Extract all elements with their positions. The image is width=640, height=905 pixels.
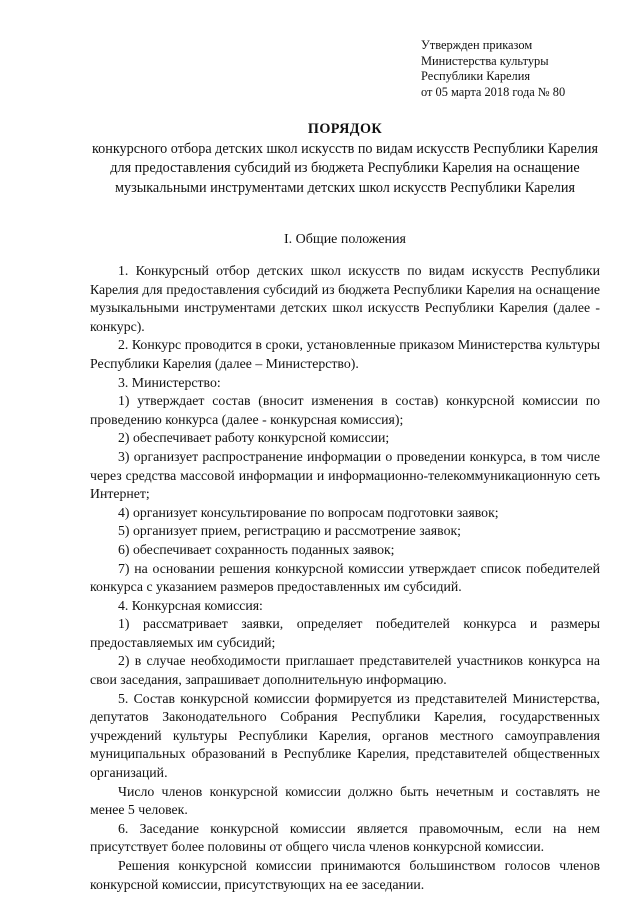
approval-stamp (421, 38, 621, 100)
paragraph: 1. Конкурсный отбор детских школ искусств по видам искусств Республики Карелия для предоставления субсидий из бюджета Республики Карелия на оснащение музыкальными инструментами детских школ искусств Республики Карелия (далее - конкурс). (90, 263, 600, 334)
document-subtitle: конкурсного отбора детских школ искусств по видам искусств Республики Карелия для предоставления субсидий из бюджета Республики Карелия на оснащение музыкальными инструментами детских школ искусств Республики Карелия (91, 140, 598, 196)
paragraph: Число членов конкурсной комиссии должно быть нечетным и составлять не менее 5 человек. (90, 783, 600, 818)
paragraph: 1) рассматривает заявки, определяет победителей конкурса и размеры предоставляемых им субсидий; (90, 616, 600, 650)
paragraph: 1) утверждает состав (вносит изменения в состав) конкурсной комиссии по проведению конкурса (далее - конкурсная комиссия); (90, 393, 600, 427)
document-title-block (90, 120, 600, 198)
document-body (90, 262, 600, 894)
document-heading: ПОРЯДОК (307, 121, 383, 137)
paragraph: 2) в случае необходимости приглашает представителей участников конкурса на свои заседания, запрашивает дополнительную информацию. (90, 653, 600, 688)
approval-line: Республики Карелия (421, 69, 531, 83)
paragraph: 6. Заседание конкурсной комиссии является правомочным, если на нем присутствует более половины от общего числа членов конкурсной комиссии. (90, 820, 600, 855)
approval-line: Министерства культуры (421, 53, 549, 68)
paragraph: 3) организует распространение информации о проведении конкурса, в том числе через средства массовой информации и информационно-телекоммуникационную сеть Интернет; (90, 448, 600, 502)
paragraph: 2. Конкурс проводится в сроки, установленные приказом Министерства культуры Республики Карелия (далее – Министерство). (90, 337, 600, 371)
section-title: I. Общие положения (284, 232, 406, 247)
paragraph: 3. Министерство: (118, 374, 221, 390)
paragraph: 5) организует прием, регистрацию и рассмотрение заявок; (118, 523, 462, 539)
paragraph: 2) обеспечивает работу конкурсной комиссии; (118, 430, 390, 446)
paragraph: 7) на основании решения конкурсной комиссии утверждает список победителей конкурса с указанием размеров предоставленных им субсидий. (90, 560, 600, 595)
paragraph: 6) обеспечивает сохранность поданных заявок; (118, 541, 395, 557)
paragraph: Решения конкурсной комиссии принимаются большинством голосов членов конкурсной комиссии, присутствующих на ее заседании. (90, 858, 600, 892)
approval-date-line: от 05 марта 2018 года № 80 (421, 84, 566, 99)
approval-line: Утвержден приказом (421, 38, 533, 52)
paragraph: 5. Состав конкурсной комиссии формируется из представителей Министерства, депутатов Законодательного Собрания Республики Карелия, государственных учреждений культуры Республики Карелия, органов местного самоуправления муниципальных образований в Республике Карелия, представителей общественных организаций. (90, 690, 600, 781)
paragraph: 4. Конкурсная комиссия: (118, 597, 263, 613)
paragraph: 4) организует консультирование по вопросам подготовки заявок; (118, 504, 499, 520)
